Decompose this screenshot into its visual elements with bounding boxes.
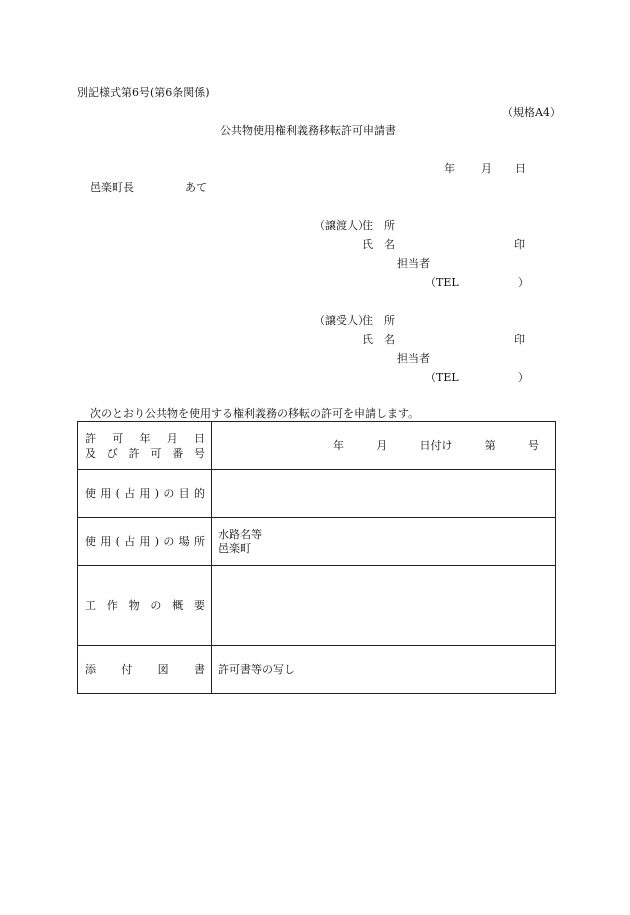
permit-label-cell [78,422,212,470]
purpose-label-char: ) [154,487,160,500]
permit-value-cell[interactable] [212,422,556,470]
transferee-address-label: 住 所 [362,314,395,327]
purpose-label-char: の [163,487,175,500]
location-label-char: 用 [139,535,151,548]
permit-number-suffix: 号 [528,438,539,452]
intro-text: 次のとおり公共物を使用する権利義務の移転の許可を申請します。 [90,407,420,420]
transferee-contact-label: 担当者 [397,352,430,365]
permit-label-char: 月 [166,431,178,445]
attachments-label-char: 付 [121,663,133,676]
permit-label-char: 可 [112,431,124,445]
permit-label-char: 日 [194,431,205,445]
structure-label-char: 作 [106,599,118,612]
structure-label-char: 物 [128,599,140,612]
attachments-label-char: 添 [85,663,96,676]
attachments-label [85,662,205,677]
purpose-label-char: 用 [100,487,112,500]
location-label-char: 用 [100,535,112,548]
location-label-char: 占 [124,535,136,548]
date-day-label: 日 [515,162,526,175]
purpose-label-char: 用 [139,487,151,500]
transferor-tel-label: （TEL [425,276,459,289]
structure-label [85,598,205,613]
attachments-label-char: 書 [193,663,205,676]
transferor-address-label: 住 所 [362,219,395,232]
form-title: 公共物使用権利義務移転許可申請書 [220,124,396,137]
transferor-tel-close: ） [518,276,529,289]
form-number: 別記様式第6号(第6条関係) [77,86,210,99]
permit-label-char: び [106,446,118,460]
purpose-label-char: ( [115,487,120,500]
purpose-label-char: 的 [193,487,205,500]
location-label-cell [78,518,212,566]
attachments-label-cell [78,646,212,694]
location-label-char: ( [115,535,120,548]
permit-label-char: 許 [85,431,96,445]
purpose-label-char: 目 [178,487,190,500]
date-month-label: 月 [481,162,492,175]
location-town: 邑楽町 [218,541,251,555]
structure-label-char: 要 [193,599,205,612]
addressee-name: 邑楽町長 [90,181,134,194]
transferor-name-label: 氏 名 [362,238,395,251]
location-label-char: 所 [193,535,205,548]
permit-label-char: 及 [85,446,96,460]
permit-label-char: 許 [128,446,140,460]
transferor-role: （譲渡人） [314,219,369,232]
attachments-row [78,646,556,694]
purpose-label-cell [78,470,212,518]
location-label [85,534,205,549]
attachments-label-char: 図 [157,663,169,676]
location-label-char: の [163,535,175,548]
application-table [77,421,556,694]
permit-label-line2 [85,446,205,461]
permit-label-char: 番 [172,446,184,460]
purpose-label [85,486,205,501]
transferee-tel-close: ） [518,371,529,384]
transferee-tel-label: （TEL [425,371,459,384]
structure-label-char: の [150,599,162,612]
addressee-suffix: あて [185,181,207,194]
purpose-label-char: 使 [85,487,96,500]
permit-number-prefix: 第 [484,438,496,452]
transferee-role: （譲受人） [314,314,369,327]
permit-day-label: 日付け [419,438,453,452]
transferee-seal: 印 [514,333,525,346]
structure-label-cell [78,566,212,646]
location-label-char: ) [154,535,160,548]
attachments-value-cell[interactable]: 許可書等の写し [212,646,556,694]
location-row [78,518,556,566]
permit-label-char: 可 [150,446,162,460]
permit-label-line1 [85,431,205,446]
structure-label-char: 概 [172,599,184,612]
location-waterway: 水路名等 [218,527,262,541]
permit-label-char: 号 [193,446,205,460]
permit-value-line [218,439,555,453]
permit-row [78,422,556,470]
transferee-name-label: 氏 名 [362,333,395,346]
location-label-char: 使 [85,535,96,548]
location-value-cell[interactable] [212,518,556,566]
purpose-value-cell[interactable] [212,470,556,518]
structure-value-cell[interactable] [212,566,556,646]
purpose-label-char: 占 [124,487,136,500]
purpose-row [78,470,556,518]
permit-year-label: 年 [333,438,344,452]
permit-month-label: 月 [376,438,388,452]
structure-row [78,566,556,646]
location-label-char: 場 [178,535,190,548]
transferor-contact-label: 担当者 [397,257,430,270]
size-note: （規格A4） [502,106,561,119]
permit-label-char: 年 [139,431,151,445]
transferor-seal: 印 [514,238,525,251]
structure-label-char: 工 [85,599,96,612]
date-year-label: 年 [444,162,455,175]
